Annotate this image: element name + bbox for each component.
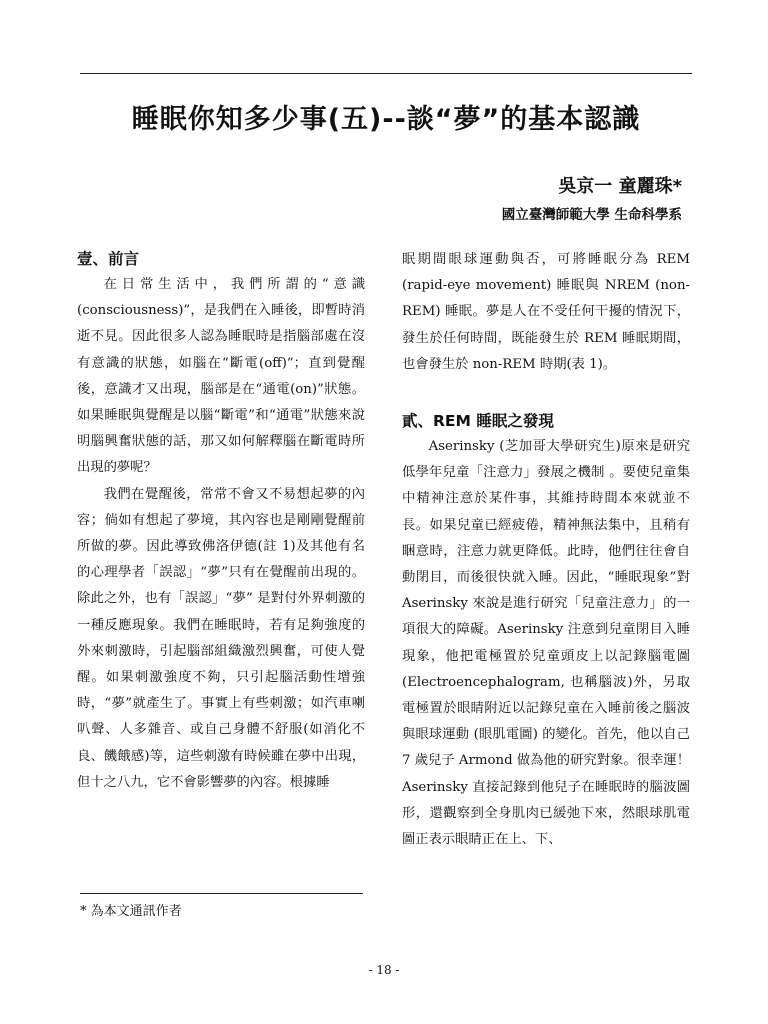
paragraph: Aserinsky (芝加哥大學研究生)原來是研究低學年兒童「注意力」發展之機制 。要使兒童集中精神注意於某件事，其維持時間本來就並不長。如果兒童已經疲倦，精神無法集中，且稍有睏意時，注意力就更降低。此時，他們往往會自動閉目，而後很快就入睡。因此，“睡眠現象”對 Aserinsky 來說是進行研究「兒童注意力」的一項很大的障礙。Aserinsky 注意到兒童閉目入睡現象，他把電極置於兒童頭皮上以記錄腦電圖(Electroencephalogram, 也稱腦波)外，另取電極置於眼睛附近以記錄兒童在入睡前後之腦波與眼球運動 (眼肌電圖) 的變化。首先，他以自己 7 歲兒子 Armond 做為他的研究對象。很幸運！Aserinsky 直接記錄到他兒子在睡眠時的腦波圖形，還觀察到全身肌肉已緩弛下來，然眼球肌電圖正表示眼睛正在上、下、: [402, 439, 690, 848]
section-heading-introduction: 壹、前言: [77, 250, 140, 268]
header-rule: [80, 73, 692, 74]
authors: 吳京一 童麗珠*: [558, 176, 682, 197]
affiliation: 國立臺灣師範大學 生命科學系: [501, 207, 682, 223]
paragraph: 在日常生活中，我們所謂的“意識(consciousness)”，是我們在入睡後，即暫時消逝不見。因此很多人認為睡眠時是指腦部處在沒有意識的狀態，如腦在“斷電(off)”；直到覺醒後，意識才又出現，腦部是在“通電(on)”狀態。如果睡眠與覺醒是以腦“斷電”和“通電”狀態來說明腦興奮狀態的話，那又如何解釋腦在斷電時所出現的夢呢？: [77, 277, 365, 476]
footnote: * 為本文通訊作者: [80, 904, 182, 919]
left-column: [77, 246, 365, 796]
footnote-rule: [80, 893, 363, 894]
section-heading-rem-discovery: 貳、REM 睡眠之發現: [402, 412, 554, 431]
right-column: [402, 247, 690, 853]
page-number: - 18 -: [368, 963, 400, 977]
paragraph: 我們在覺醒後，常常不會又不易想起夢的內容；倘如有想起了夢境，其內容也是剛剛覺醒前所做的夢。因此導致佛洛伊德(註 1)及其他有名的心理學者「誤認」“夢”只有在覺醒前出現的。除此之外，也有「誤認」“夢” 是對付外界刺激的一種反應現象。我們在睡眠時，若有足夠強度的外來刺激時，引起腦部組織激烈興奮，可使人覺醒。如果刺激強度不夠，只引起腦活動性增強時，“夢”就產生了。事實上有些刺激；如汽車喇叭聲、人多雜音、或自己身體不舒服(如消化不良、饑餓感)等，這些刺激有時候雖在夢中出現，但十之八九，它不會影響夢的內容。根據睡: [77, 486, 365, 790]
article-title: 睡眠你知多少事(五)--談“夢”的基本認識: [131, 104, 641, 135]
paragraph: 眠期間眼球運動與否，可將睡眠分為 REM (rapid-eye movement) 睡眠與 NREM (non-REM) 睡眠。夢是人在不受任何干擾的情況下，發生於任何時間，既能發生於 REM 睡眠期間，也會發生於 non-REM 時期(表 1)。: [402, 252, 690, 372]
